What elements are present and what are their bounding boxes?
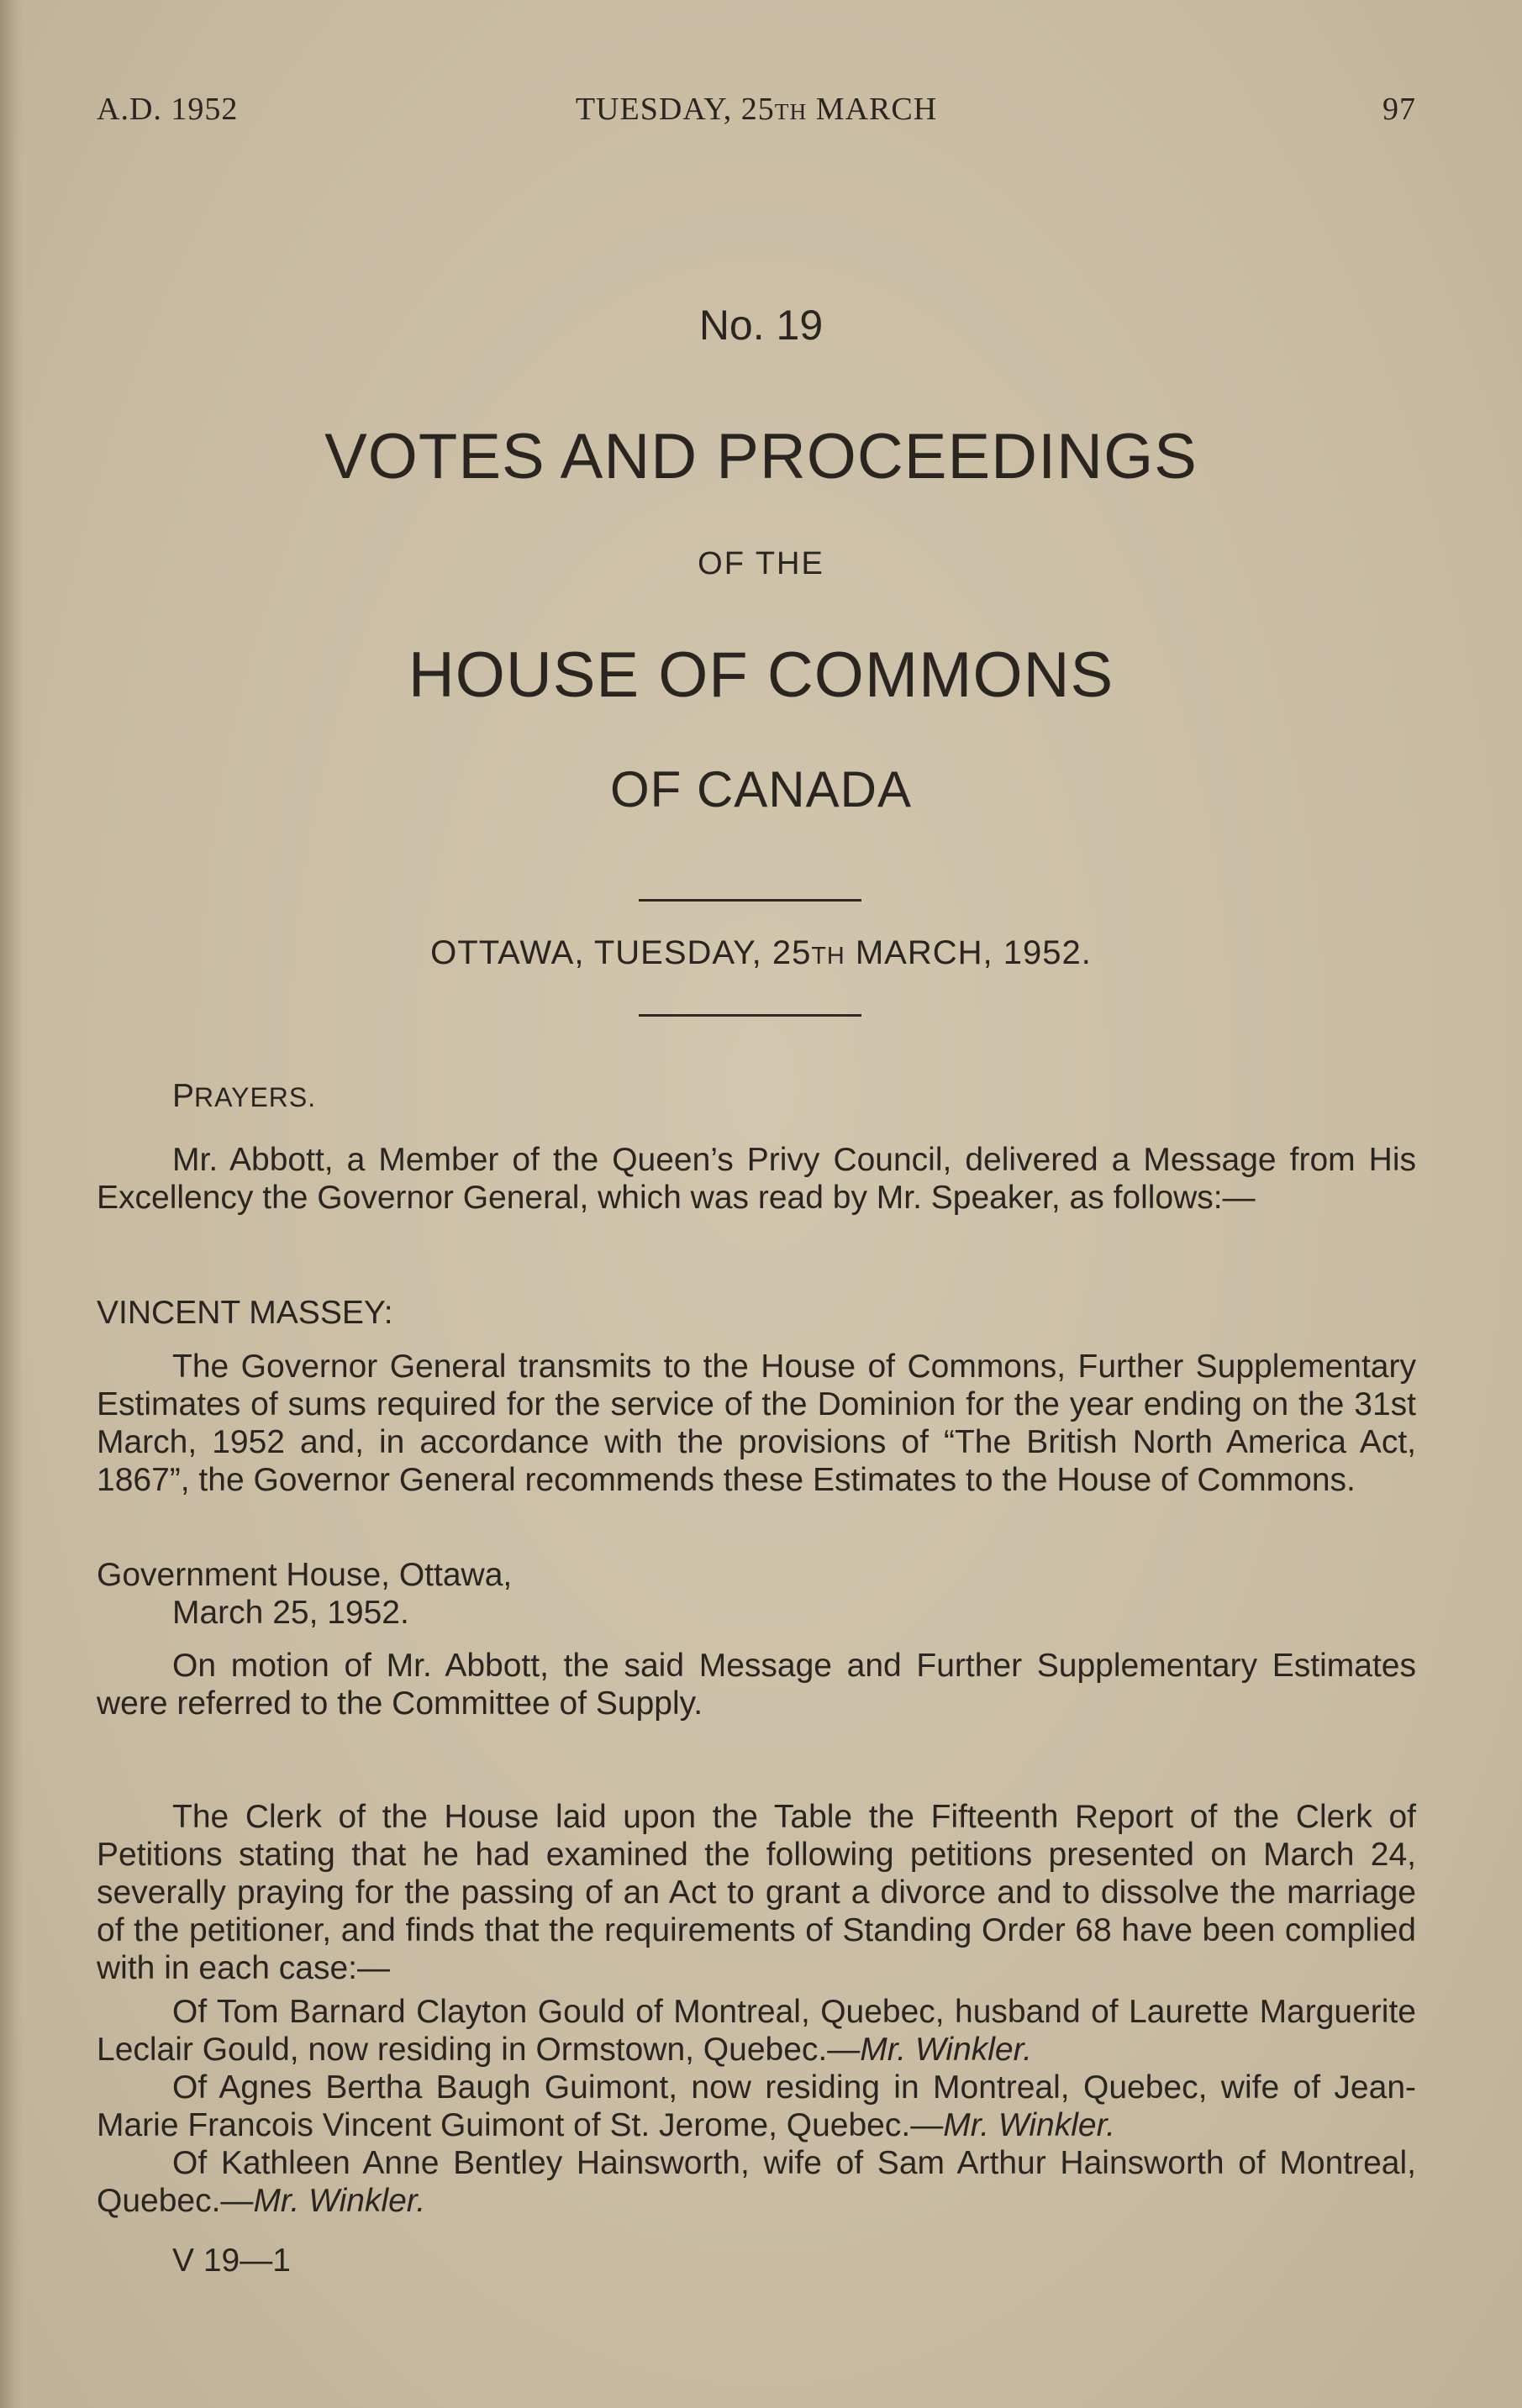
- list-item: Of Agnes Bertha Baugh Guimont, now residing in Montreal, Quebec, wife of Jean-Marie Francois Vincent Guimont of St. Jerome, Quebec.—Mr. Winkler.: [97, 2069, 1416, 2143]
- divider-rule-top: [639, 899, 861, 902]
- page-binding-shadow: [0, 0, 24, 2408]
- clerk-report-paragraph: The Clerk of the House laid upon the Table the Fifteenth Report of the Clerk of Petitions stating that he had examined the following petitions presented on March 24, severally praying for the passing of an Act to grant a divorce and to dissolve the marriage of the petitioner, and finds that the requirements of Standing Order 68 have been complied with in each case:—: [97, 1799, 1416, 1986]
- page-number: 97: [1382, 92, 1416, 127]
- motion-paragraph: On motion of Mr. Abbott, the said Message and Further Supplementary Estimates were referred to the Committee of Supply.: [97, 1648, 1416, 1722]
- message-text-paragraph: The Governor General transmits to the House of Commons, Further Supplementary Estimates of sums required for the service of the Dominion for the year ending on the 31st March, 1952 and, in accordance with the provisions of “The British North America Act, 1867”, the Governor General recommends these Estimates to the House of Commons.: [97, 1349, 1416, 1498]
- running-header: [97, 91, 1416, 133]
- prayers-heading: PRAYERS.: [172, 1078, 317, 1114]
- message-intro-paragraph: Mr. Abbott, a Member of the Queen’s Privy Council, delivered a Message from His Excellency the Governor General, which was read by Mr. Speaker, as follows:—: [97, 1142, 1416, 1216]
- title-connector: OF THE: [698, 546, 824, 581]
- petition-list: [97, 1993, 1416, 2220]
- message-signature: VINCENT MASSEY:: [97, 1295, 393, 1331]
- sheet-signature-mark: V 19—1: [172, 2242, 291, 2279]
- list-item: Of Tom Barnard Clayton Gould of Montreal, Quebec, husband of Laurette Marguerite Leclair Gould, now residing in Ormstown, Quebec.—Mr. Winkler.: [97, 1994, 1416, 2068]
- country-title: OF CANADA: [609, 761, 913, 818]
- divider-rule-bottom: [639, 1014, 861, 1017]
- header-date: TUESDAY, 25TH MARCH: [575, 92, 938, 127]
- list-item: Of Kathleen Anne Bentley Hainsworth, wife of Sam Arthur Hainsworth of Montreal, Quebec.—Mr. Winkler.: [97, 2145, 1416, 2219]
- header-year: A.D. 1952: [97, 92, 239, 127]
- document-title: VOTES AND PROCEEDINGS: [324, 421, 1198, 492]
- message-date: March 25, 1952.: [172, 1595, 409, 1631]
- dateline: OTTAWA, TUESDAY, 25TH MARCH, 1952.: [430, 934, 1092, 971]
- issue-number: No. 19: [698, 302, 824, 349]
- house-title: HOUSE OF COMMONS: [408, 639, 1114, 711]
- message-place: Government House, Ottawa,: [97, 1557, 513, 1593]
